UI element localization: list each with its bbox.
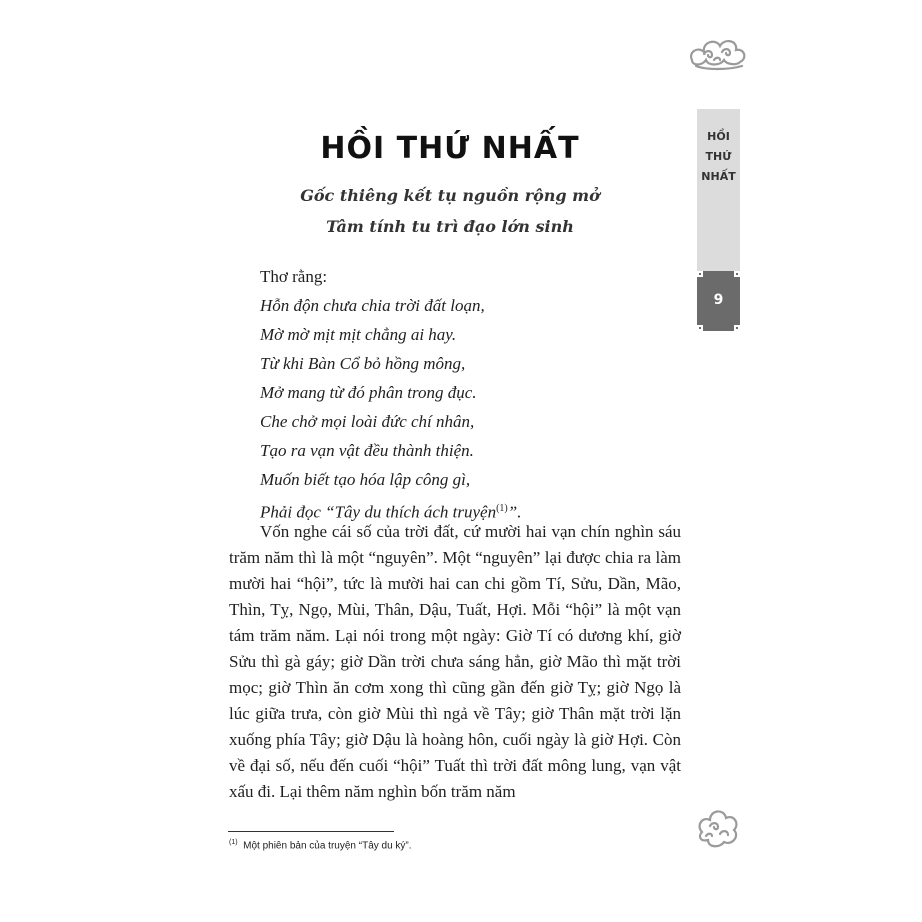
poem-line: Tạo ra vạn vật đều thành thiện.: [260, 441, 474, 460]
page-number: 9: [713, 292, 724, 308]
footnote-divider: [228, 831, 394, 832]
cloud-ornament-icon: [694, 806, 740, 850]
cloud-ornament-icon: [686, 30, 748, 72]
poem-line: Từ khi Bàn Cổ bỏ hồng mông,: [260, 354, 466, 373]
body-paragraph: Vốn nghe cái số của trời đất, cứ mười hai vạn chín nghìn sáu trăm năm thì là một “nguyên”. Một “nguyên” lại được chia ra làm mười hai “hội”, tức là mười hai can chi gồm Tí, Sửu, Dần, Mão, Thìn, Tỵ, Ngọ, Mùi, Thân, Dậu, Tuất, Hợi. Mỗi “hội” là một vạn tám trăm năm. Lại nói trong một ngày: Giờ Tí có dương khí, giờ Sửu thì gà gáy; giờ Dần trời chưa sáng hẳn, giờ Mão thì mặt trời mọc; giờ Thìn ăn cơm xong thì cũng gần đến giờ Tỵ; giờ Ngọ là lúc giữa trưa, còn giờ Mùi thì ngả về Tây; giờ Thân mặt trời lặn xuống phía Tây; giờ Dậu là hoàng hôn, cuối ngày là giờ Hợi. Còn về đại số, nếu đến cuối “hội” Tuất thì trời đất mông lung, vạn vật xấu đi. Lại thêm năm nghìn bốn trăm năm: [229, 522, 681, 801]
poem-line: Mờ mờ mịt mịt chẳng ai hay.: [260, 325, 457, 344]
chapter-subtitle-line-2: Tâm tính tu trì đạo lớn sinh: [326, 217, 574, 236]
poem-last-line-text: Phải đọc “Tây du thích ách truyện: [260, 502, 497, 522]
side-tab-line: NHẤT: [701, 170, 736, 183]
chapter-subtitle-line-1: Gốc thiêng kết tụ nguồn rộng mở: [300, 186, 600, 205]
poem-line: Muốn biết tạo hóa lập công gì,: [260, 470, 471, 489]
footnote-marker: (1): [229, 839, 238, 846]
footnote: [229, 839, 412, 851]
chapter-title: HỒI THỨ NHẤT: [320, 131, 580, 166]
side-tab-label: [697, 127, 740, 187]
side-tab-line: HỒI: [707, 130, 730, 143]
poem-last-line-closing: ”.: [507, 502, 522, 522]
poem-line: Che chở mọi loài đức chí nhân,: [260, 412, 475, 431]
poem-intro: Thơ rằng:: [260, 267, 328, 286]
footnote-reference: (1): [496, 503, 508, 514]
poem: [260, 262, 521, 527]
footnote-text: Một phiên bản của truyện “Tây du ký”.: [243, 840, 412, 852]
side-tab-line: THỨ: [705, 150, 732, 163]
poem-line: Hỗn độn chưa chia trời đất loạn,: [260, 296, 485, 315]
poem-line: Mở mang từ đó phân trong đục.: [260, 383, 477, 402]
